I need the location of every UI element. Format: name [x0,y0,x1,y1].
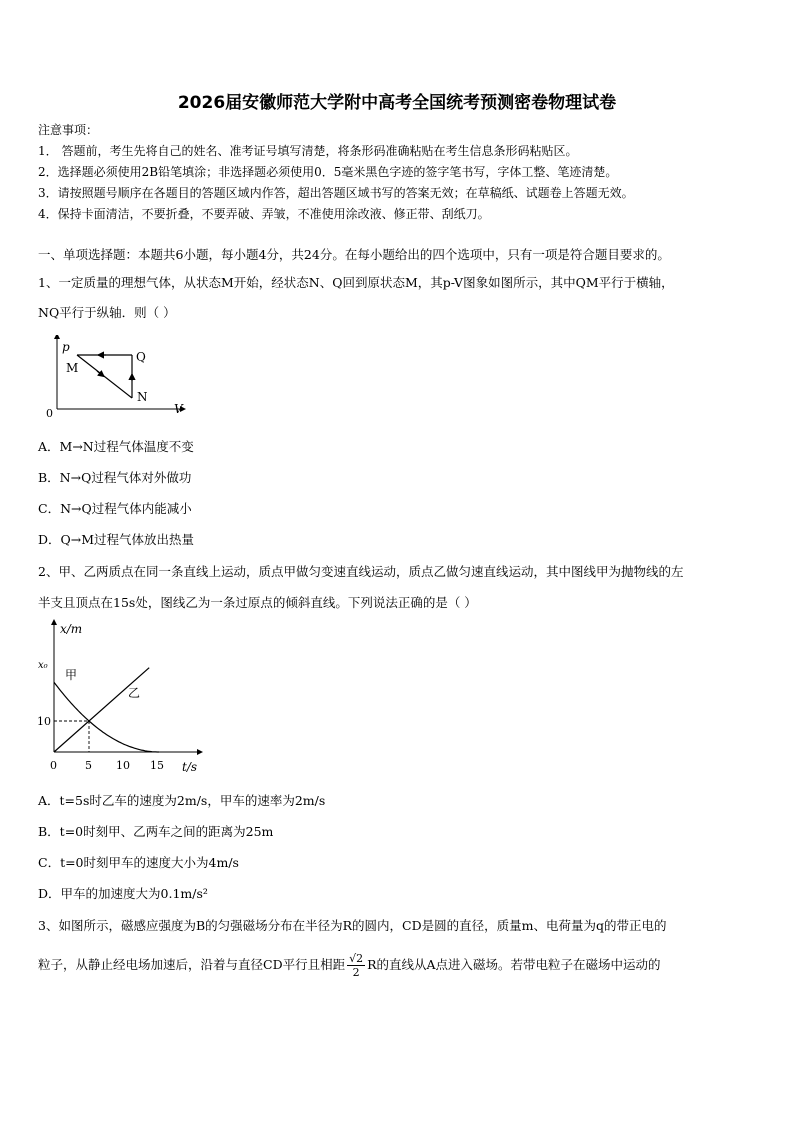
notice-item-1: 1． 答题前，考生先将自己的姓名、准考证号填写清楚，将条形码准确粘贴在考生信息条形码粘贴区。 [38,144,578,158]
q1-option-d: D．Q→M过程气体放出热量 [38,532,195,547]
page-title: 2026届安徽师范大学附中高考全国统考预测密卷物理试卷 [177,93,617,113]
y-axis-label: x/m [60,622,83,636]
series-jia-label: 甲 [65,668,78,682]
notice-item-4: 4．保持卡面清洁，不要折叠，不要弄破、弄皱，不准使用涂改液、修正带、刮纸刀。 [38,207,490,221]
q1-pv-figure [40,335,200,420]
fraction-sqrt2-over-2 [347,952,365,979]
x-tick-5: 5 [85,759,92,772]
notice-heading: 注意事项： [38,123,99,137]
q1-option-a: A．M→N过程气体温度不变 [38,439,194,454]
q3-stem-line2-part2: R的直线从A点进入磁场。若带电粒子在磁场中运动的 [367,957,661,972]
q1-option-b: B．N→Q过程气体对外做功 [38,470,192,485]
q2-option-c: C．t=0时刻甲车的速度大小为4m/s [38,855,239,870]
mn-line [77,355,132,398]
q3-stem-line1: 3、如图所示，磁感应强度为B的匀强磁场分布在半径为R的圆内，CD是圆的直径，质量m、电荷量为q的带正电的 [38,918,667,933]
q2-option-b: B．t=0时刻甲、乙两车之间的距离为25m [38,824,274,839]
p-label: p [62,340,70,354]
fraction-denominator: 2 [352,966,360,979]
q3-stem-line2 [38,952,661,979]
y-tick-10: 10 [37,715,51,728]
point-m-label: M [66,361,79,375]
fraction-numerator: √2 [349,952,364,965]
origin-label: 0 [46,407,53,420]
notice-item-2: 2．选择题必须使用2B铅笔填涂；非选择题必须使用0．5毫米黑色字迹的签字笔书写，字体工整、笔迹清楚。 [38,165,618,179]
x-tick-10: 10 [116,759,130,772]
x-tick-15: 15 [150,759,164,772]
series-jia-curve [54,682,159,752]
x0-label: x₀ [38,660,48,671]
notice-item-3: 3．请按照题号顺序在各题目的答题区域内作答，超出答题区域书写的答案无效；在草稿纸、试题卷上答题无效。 [38,186,634,200]
q2-stem-line1: 2、甲、乙两质点在同一条直线上运动，质点甲做匀变速直线运动，质点乙做匀速直线运动，其中图线甲为抛物线的左 [38,564,684,579]
v-label: V [174,402,183,416]
q2-option-a: A．t=5s时乙车的速度为2m/s，甲车的速率为2m/s [38,793,326,808]
q1-option-c: C．N→Q过程气体内能减小 [38,501,192,516]
point-n-label: N [137,390,148,404]
q2-option-d: D．甲车的加速度大为0.1m/s² [38,886,208,901]
q1-stem-line1: 1、一定质量的理想气体，从状态M开始，经状态N、Q回到原状态M，其p-V图象如图所示，其中QM平行于横轴， [38,275,674,290]
q1-stem-line2: NQ平行于纵轴．则（ ） [38,305,176,320]
point-q-label: Q [136,350,146,364]
x-axis-label: t/s [182,760,198,774]
section-heading: 一、单项选择题：本题共6小题，每小题4分，共24分。在每小题给出的四个选项中，只有一项是符合题目要求的。 [38,247,670,262]
series-yi-label: 乙 [128,686,141,700]
q3-stem-line2-part1: 粒子，从静止经电场加速后，沿着与直径CD平行且相距 [38,957,346,972]
q2-stem-line2: 半支且顶点在15s处，图线乙为一条过原点的倾斜直线。下列说法正确的是（ ） [38,595,477,610]
q2-xt-figure [34,617,214,782]
x-tick-0: 0 [50,759,57,772]
